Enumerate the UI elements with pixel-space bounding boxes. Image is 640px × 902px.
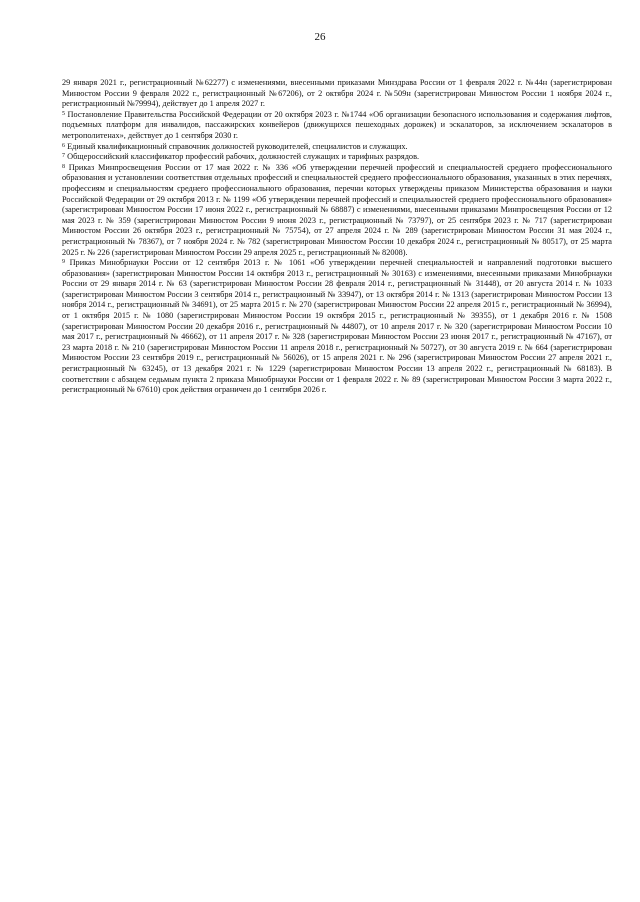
footnotes-section xyxy=(62,78,612,396)
footnote-text: Постановление Правительства Российской Федерации от 20 октября 2023 г. №1744 «Об организации безопасного использования и содержания лифтов, подъемных платформ для инвалидов, пассажирских конвейеров (движущихся пешеходных дорожек) и эскалаторов, за исключением эскалаторов в метрополитенах», действует до 1 сентября 2030 г. xyxy=(62,109,612,140)
footnote-number: 9 xyxy=(62,259,65,266)
footnote-text: Единый квалификационный справочник должностей руководителей, специалистов и служащих. xyxy=(67,141,408,151)
footnote-number: 5 xyxy=(62,110,65,117)
footnote-6 xyxy=(62,142,612,153)
footnote-9 xyxy=(62,258,612,396)
footnote-text: Приказ Минобрнауки России от 12 сентября 2013 г. № 1061 «Об утверждении перечней специальностей и направлений подготовки высшего образования» (зарегистрирован Минюстом России 14 октября 2013 г., регистрационный № 30163) с изменениями, внесенными приказами Минобрнауки России от 29 января 2014 г. № 63 (зарегистрирован Минюстом России 28 февраля 2014 г., регистрационный № 31448), от 20 августа 2014 г. № 1033 (зарегистрирован Минюстом России 3 сентября 2014 г., регистрационный № 33947), от 13 октября 2014 г. № 1313 (зарегистрирован Минюстом России 13 ноября 2014 г., регистрационный № 34691), от 25 марта 2015 г. № 270 (зарегистрирован Минюстом России 22 апреля 2015 г., регистрационный № 36994), от 1 октября 2015 г. № 1080 (зарегистрирован Минюстом России 19 октября 2015 г., регистрационный № 39355), от 1 декабря 2016 г. № 1508 (зарегистрирован Минюстом России 20 декабря 2016 г., регистрационный № 44807), от 10 апреля 2017 г. № 320 (зарегистрирован Минюстом России 10 мая 2017 г., регистрационный № 46662), от 11 апреля 2017 г. № 328 (зарегистрирован Минюстом России 23 июня 2017 г., регистрационный № 47167), от 23 марта 2018 г. № 210 (зарегистрирован Минюстом России 11 апреля 2018 г., регистрационный № 50727), от 30 августа 2019 г. № 664 (зарегистрирован Минюстом России 23 сентября 2019 г., регистрационный № 56026), от 15 апреля 2021 г. № 296 (зарегистрирован Минюстом России 27 апреля 2021 г., регистрационный № 63245), от 13 декабря 2021 г. № 1229 (зарегистрирован Минюстом России 13 апреля 2022 г., регистрационный № 68183). В соответствии с абзацем седьмым пункта 2 приказа Минобрнауки России от 1 февраля 2022 г. № 89 (зарегистрирован Минюстом России 3 марта 2022 г., регистрационный № 67610) срок действия ограничен до 1 сентября 2026 г. xyxy=(62,258,612,395)
footnote-text: Приказ Минпросвещения России от 17 мая 2022 г. № 336 «Об утверждении перечней профессий и специальностей среднего профессионального образования и установлении соответствия отдельных профессий и специальностей среднего профессионального образования, указанных в этих перечнях, профессиям и специальностям среднего профессионального образования, перечни которых утверждены приказом Министерства образования и науки Российской Федерации от 29 октября 2013 г. № 1199 «Об утверждении перечней профессий и специальностей среднего профессионального образования» (зарегистрирован Минюстом России 17 июня 2022 г., регистрационный № 68887) с изменениями, внесенными приказами Минпросвещения России от 12 мая 2023 г. № 359 (зарегистрирован Минюстом России 9 июня 2023 г., регистрационный № 73797), от 25 сентября 2023 г. № 717 (зарегистрирован Минюстом России 26 октября 2023 г., регистрационный № 75754), от 27 апреля 2024 г. № 289 (зарегистрирован Минюстом России 31 мая 2024 г., регистрационный № 78367), от 7 ноября 2024 г. № 782 (зарегистрирован Минюстом России 10 декабря 2024 г., регистрационный № 80517), от 25 марта 2025 г. № 226 (зарегистрирован Минюстом России 29 апреля 2025 г., регистрационный № 82008). xyxy=(62,162,612,257)
footnote-number: 6 xyxy=(62,142,65,149)
footnote-number: 7 xyxy=(62,153,65,160)
page-number: 26 xyxy=(314,31,326,43)
footnote-7 xyxy=(62,152,612,163)
footnote-5 xyxy=(62,110,612,142)
footnote-8 xyxy=(62,163,612,258)
footnote-number: 8 xyxy=(62,163,65,170)
footnote-continuation: 29 января 2021 г., регистрационный №62277) с изменениями, внесенными приказами Минздрава России от 1 февраля 2022 г. №44н (зарегистрирован Минюстом России 9 февраля 2022 г., регистрационный №67206), от 2 октября 2024 г. №509н (зарегистрирован Минюстом России 1 ноября 2024 г., регистрационный №79994), действует до 1 апреля 2027 г. xyxy=(62,78,612,109)
footnote-text: Общероссийский классификатор профессий рабочих, должностей служащих и тарифных разрядов. xyxy=(67,152,420,162)
